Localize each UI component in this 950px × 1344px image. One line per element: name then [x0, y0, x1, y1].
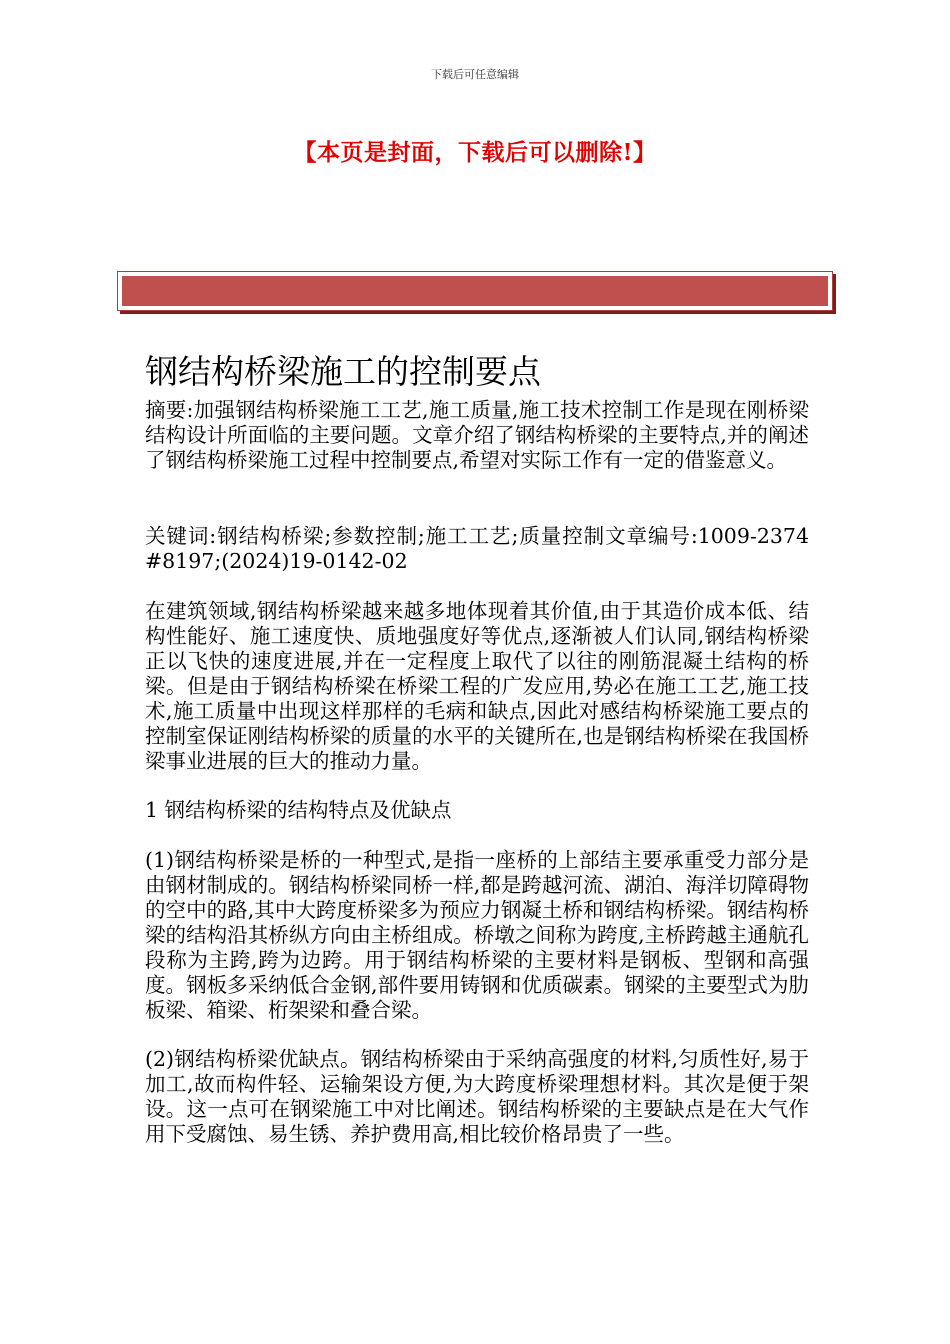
- keywords-paragraph: 关键词:钢结构桥梁;参数控制;施工工艺;质量控制文章编号:1009-2374 #8197;(2024)19-0142-02: [145, 524, 809, 573]
- body-paragraph-1: (1)钢结构桥梁是桥的一种型式,是指一座桥的上部结主要承重受力部分是由钢材制成的。钢结构桥梁同桥一样,都是跨越河流、湖泊、海洋切障碍物的空中的路,其中大跨度桥梁多为预应力钢凝土桥和钢结构桥梁。钢结构桥梁的结构沿其桥纵方向由主桥组成。桥墩之间称为跨度,主桥跨越主通航孔段称为主跨,跨为边跨。用于钢结构桥梁的主要材料是钢板、型钢和高强度。钢板多采纳低合金钢,部件要用铸钢和优质碳素。钢梁的主要型式为肋板梁、箱梁、桁架梁和叠合梁。: [145, 848, 809, 1022]
- abstract-paragraph: 摘要:加强钢结构桥梁施工工艺,施工质量,施工技术控制工作是现在刚桥梁结构设计所面临的主要问题。文章介绍了钢结构桥梁的主要特点,并的阐述了钢结构桥梁施工过程中控制要点,希望对实际工作有一定的借鉴意义。: [145, 398, 809, 472]
- section-heading: 1 钢结构桥梁的结构特点及优缺点: [145, 798, 452, 822]
- intro-paragraph: 在建筑领域,钢结构桥梁越来越多地体现着其价值,由于其造价成本低、结构性能好、施工速度快、质地强度好等优点,逐渐被人们认同,钢结构桥梁正以飞快的速度进展,并在一定程度上取代了以往的刚筋混凝土结构的桥梁。但是由于钢结构桥梁在桥梁工程的广发应用,势必在施工工艺,施工技术,施工质量中出现这样那样的毛病和缺点,因此对感结构桥梁施工要点的控制室保证刚结构桥梁的质量的水平的关键所在,也是钢结构桥梁在我国桥梁事业进展的巨大的推动力量。: [145, 599, 809, 773]
- decorative-banner: [117, 271, 833, 311]
- banner-fill: [122, 276, 828, 306]
- cover-notice: 【本页是封面，下载后可以删除!】: [293, 139, 657, 166]
- body-paragraph-2: (2)钢结构桥梁优缺点。钢结构桥梁由于采纳高强度的材料,匀质性好,易于加工,故而构件轻、运输架设方便,为大跨度桥梁理想材料。其次是便于架设。这一点可在钢梁施工中对比阐述。钢结构桥梁的主要缺点是在大气作用下受腐蚀、易生锈、养护费用高,相比较价格昂贵了一些。: [145, 1047, 809, 1146]
- header-note: 下载后可任意编辑: [431, 68, 519, 81]
- document-title: 钢结构桥梁施工的控制要点: [145, 352, 541, 391]
